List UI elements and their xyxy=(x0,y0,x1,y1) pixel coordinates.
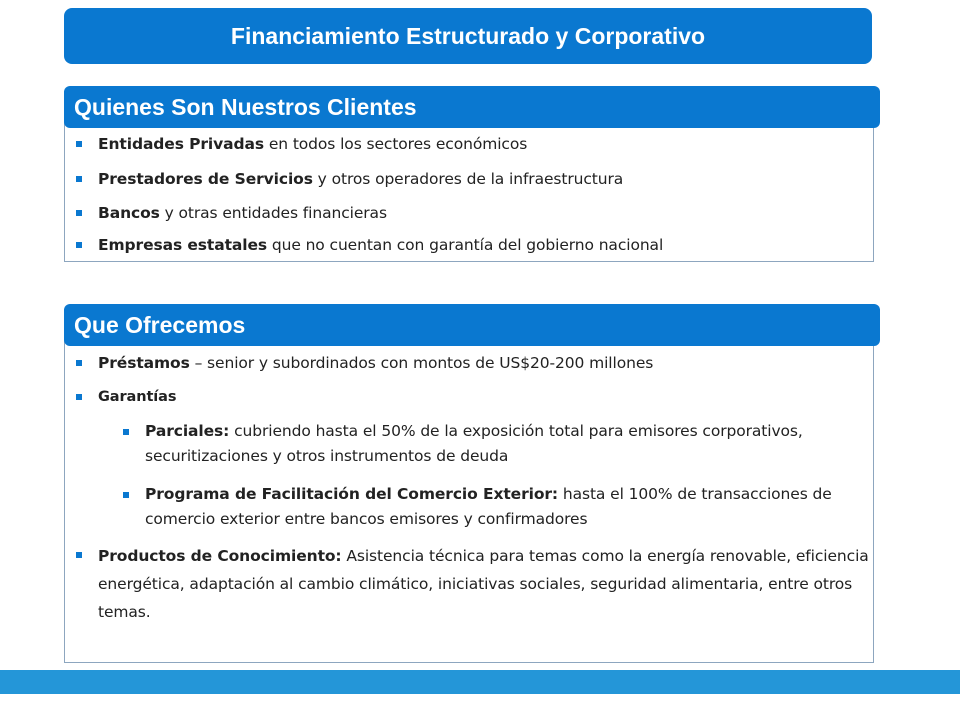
square-bullet-icon xyxy=(123,492,129,498)
list-item xyxy=(76,232,866,258)
item-text: Asistencia técnica para temas como la energía renovable, eficiencia energética, adaptación al cambio climático, iniciativas sociales, seguridad alimentaria, entre otros temas. xyxy=(98,547,869,621)
item-bold: Prestadores de Servicios xyxy=(98,170,313,188)
item-text: en todos los sectores económicos xyxy=(264,135,528,153)
list-item xyxy=(76,542,871,626)
item-text: y otros operadores de la infraestructura xyxy=(312,170,624,188)
item-bold: Garantías xyxy=(98,389,177,405)
item-text: cubriendo hasta el 50% de la exposición total para emisores corporativos, securitizaciones y otros instrumentos de deuda xyxy=(145,422,803,465)
item-bold: Programa de Facilitación del Comercio Exterior: xyxy=(145,485,559,503)
sub-list-item xyxy=(123,482,853,532)
page-title-text: Financiamiento Estructurado y Corporativo xyxy=(230,22,706,49)
sub-list-item xyxy=(123,419,843,469)
clients-header xyxy=(64,86,880,128)
page-title xyxy=(64,8,872,64)
item-text: – senior y subordinados con montos de US$20-200 millones xyxy=(189,354,654,372)
item-text: y otras entidades financieras xyxy=(159,204,387,222)
square-bullet-icon xyxy=(76,210,82,216)
square-bullet-icon xyxy=(76,141,82,147)
clients-header-text: Quienes Son Nuestros Clientes xyxy=(74,93,417,120)
list-item xyxy=(76,200,856,226)
offers-header-text: Que Ofrecemos xyxy=(74,311,246,338)
offers-header xyxy=(64,304,880,346)
square-bullet-icon xyxy=(76,242,82,248)
square-bullet-icon xyxy=(76,176,82,182)
footer-bar xyxy=(0,670,960,694)
item-bold: Entidades Privadas xyxy=(98,135,264,153)
item-bold: Parciales: xyxy=(145,422,230,440)
square-bullet-icon xyxy=(76,360,82,366)
item-bold: Préstamos xyxy=(98,354,190,372)
list-item xyxy=(76,131,856,157)
list-item xyxy=(76,350,866,376)
list-item xyxy=(76,166,856,192)
item-bold: Empresas estatales xyxy=(98,236,268,254)
item-text: que no cuentan con garantía del gobierno nacional xyxy=(267,236,664,254)
square-bullet-icon xyxy=(76,394,82,400)
list-item xyxy=(76,384,866,410)
item-bold: Bancos xyxy=(98,204,160,222)
item-bold: Productos de Conocimiento: xyxy=(98,547,342,565)
square-bullet-icon xyxy=(76,552,82,558)
item-text: hasta el 100% de transacciones de comercio exterior entre bancos emisores y confirmadores xyxy=(145,485,832,528)
square-bullet-icon xyxy=(123,429,129,435)
